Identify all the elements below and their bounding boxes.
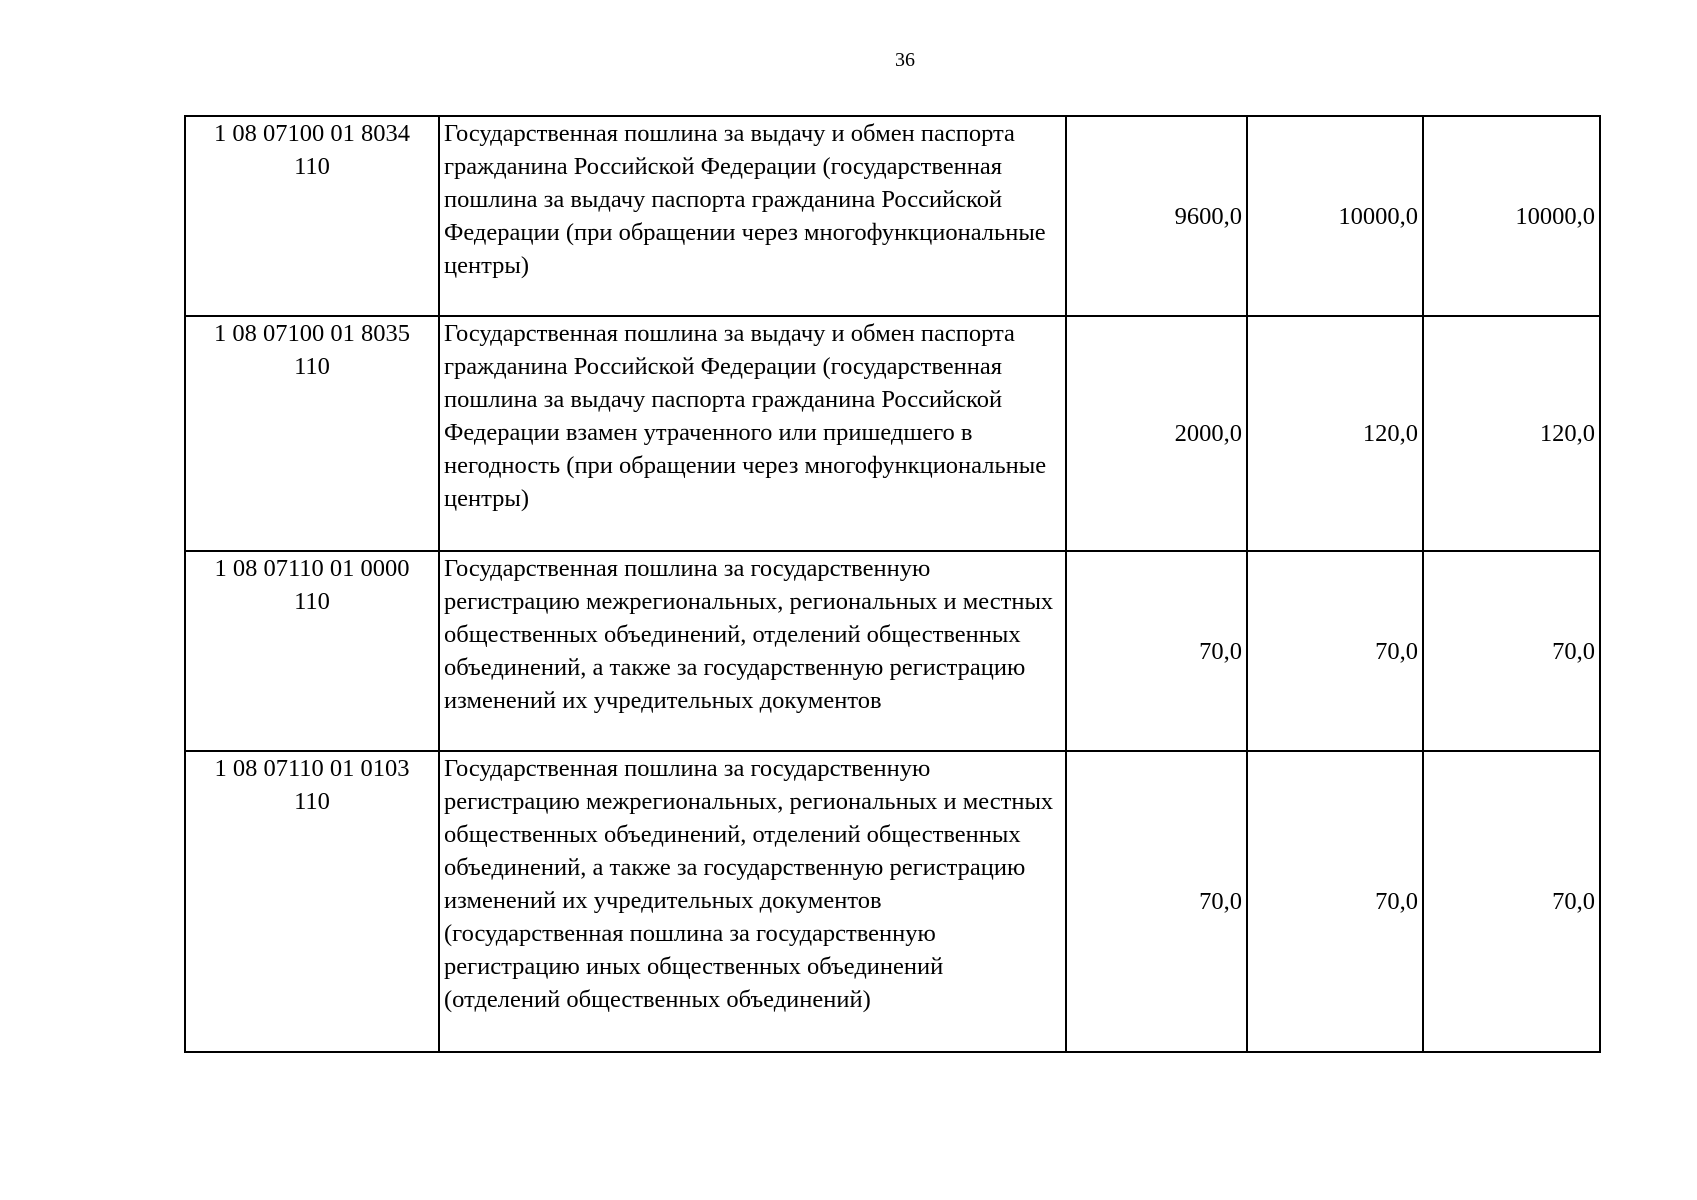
budget-table <box>184 115 1601 1053</box>
amount-cell-1: 9600,0 <box>1066 116 1247 316</box>
budget-code: 1 08 07110 01 0103 <box>214 755 410 782</box>
budget-code-cell <box>185 751 439 1052</box>
description-cell: Государственная пошлина за выдачу и обмен паспорта гражданина Российской Федерации (государственная пошлина за выдачу паспорта гражданина Российской Федерации взамен утраченного или пришедшего в негодность (при обращении через многофункциональные центры) <box>439 316 1066 551</box>
description-cell: Государственная пошлина за выдачу и обмен паспорта гражданина Российской Федерации (государственная пошлина за выдачу паспорта гражданина Российской Федерации (при обращении через многофункциональные центры) <box>439 116 1066 316</box>
amount-cell-1: 70,0 <box>1066 551 1247 751</box>
page-number: 36 <box>895 49 915 71</box>
amount-cell-1: 70,0 <box>1066 751 1247 1052</box>
amount-cell-3: 70,0 <box>1423 751 1600 1052</box>
amount-cell-3: 120,0 <box>1423 316 1600 551</box>
amount-cell-2: 70,0 <box>1247 751 1423 1052</box>
budget-code-cell <box>185 551 439 751</box>
amount-cell-2: 120,0 <box>1247 316 1423 551</box>
table-row <box>185 551 1600 751</box>
amount-cell-3: 10000,0 <box>1423 116 1600 316</box>
amount-cell-2: 10000,0 <box>1247 116 1423 316</box>
amount-cell-3: 70,0 <box>1423 551 1600 751</box>
amount-cell-1: 2000,0 <box>1066 316 1247 551</box>
amount-cell-2: 70,0 <box>1247 551 1423 751</box>
budget-code: 1 08 07100 01 8034 <box>214 120 410 147</box>
budget-code-cell <box>185 116 439 316</box>
budget-code-suffix: 110 <box>294 353 330 380</box>
budget-code-cell <box>185 316 439 551</box>
budget-code: 1 08 07100 01 8035 <box>214 320 410 347</box>
table-row <box>185 316 1600 551</box>
budget-code-suffix: 110 <box>294 588 330 615</box>
budget-code: 1 08 07110 01 0000 <box>214 555 410 582</box>
budget-code-suffix: 110 <box>294 153 330 180</box>
table-row <box>185 116 1600 316</box>
description-cell: Государственная пошлина за государственную регистрацию межрегиональных, региональных и местных общественных объединений, отделений общественных объединений, а также за государственную регистрацию изменений их учредительных документов <box>439 551 1066 751</box>
budget-code-suffix: 110 <box>294 788 330 815</box>
table-row <box>185 751 1600 1052</box>
description-cell: Государственная пошлина за государственную регистрацию межрегиональных, региональных и местных общественных объединений, отделений общественных объединений, а также за государственную регистрацию изменений их учредительных документов (государственная пошлина за государственную регистрацию иных общественных объединений (отделений общественных объединений) <box>439 751 1066 1052</box>
